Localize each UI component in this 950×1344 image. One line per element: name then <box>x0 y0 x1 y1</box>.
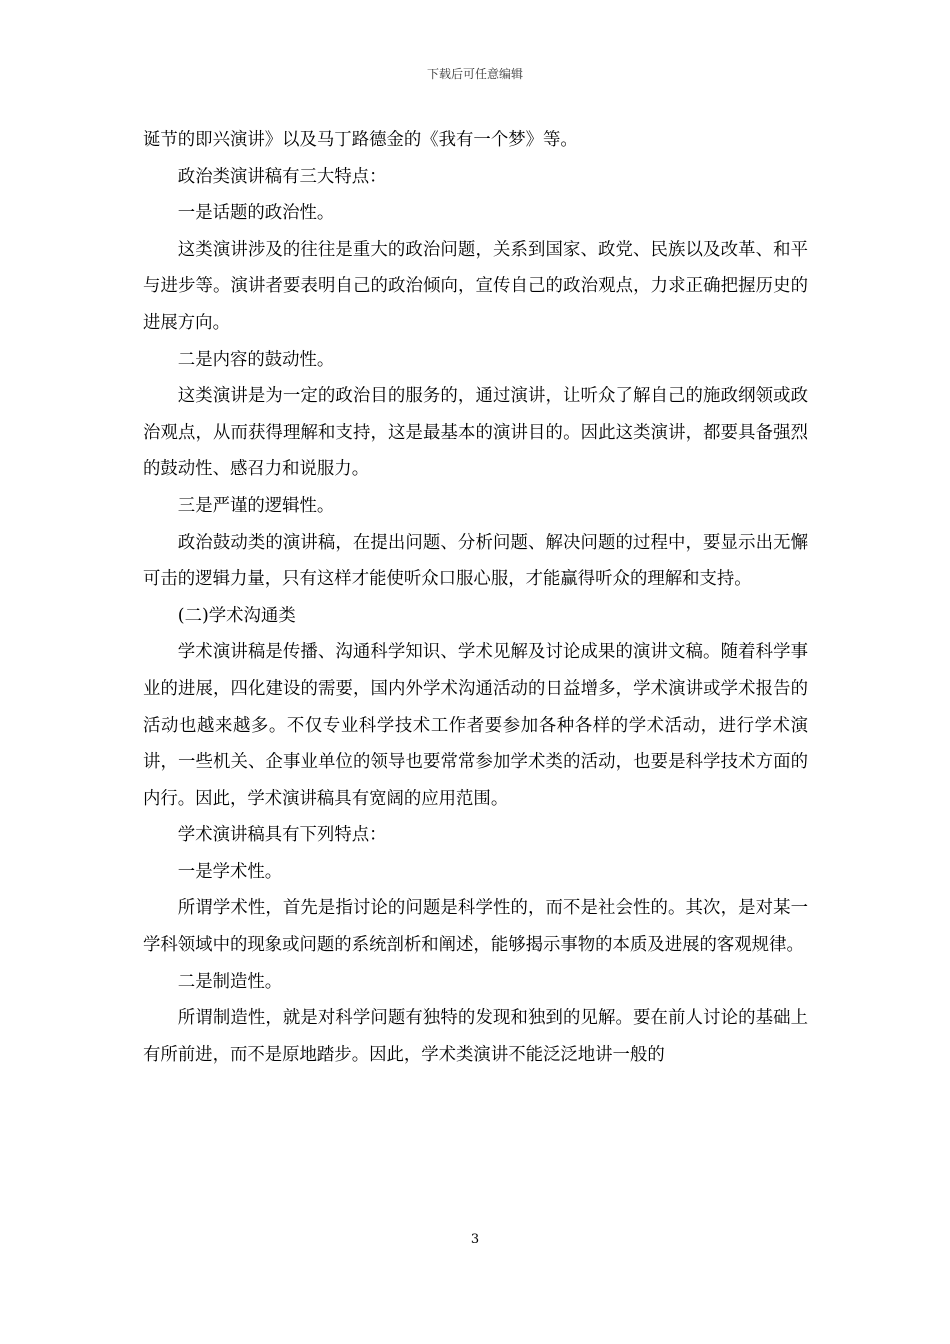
paragraph-point-two-body: 这类演讲是为一定的政治目的服务的，通过演讲，让听众了解自己的施政纲领或政治观点，从而获得理解和支持，这是最基本的演讲目的。因此这类演讲，都要具备强烈的鼓动性、感召力和说服力。 <box>143 386 808 480</box>
paragraph-academic-intro: 学术演讲稿是传播、沟通科学知识、学术见解及讨论成果的演讲文稿。随着科学事业的进展，四化建设的需要，国内外学术沟通活动的日益增多，学术演讲或学术报告的活动也越来越多。不仅专业科学技术工作者要参加各种各样的学术活动，进行学术演讲，一些机关、企事业单位的领导也要常常参加学术类的活动，也要是科学技术方面的内行。因此，学术演讲稿具有宽阔的应用范围。 <box>143 642 808 809</box>
page-header: 下载后可任意编辑 <box>426 67 523 81</box>
document-body <box>143 122 808 1073</box>
paragraph-point-one-body: 这类演讲涉及的往往是重大的政治问题，关系到国家、政党、民族以及改革、和平与进步等。演讲者要表明自己的政治倾向，宣传自己的政治观点，力求正确把握历史的进展方向。 <box>143 239 808 333</box>
paragraph-point-one-heading: 一是话题的政治性。 <box>177 203 335 224</box>
paragraph-academic-features-intro: 学术演讲稿具有下列特点： <box>177 825 387 846</box>
paragraph-political-features-intro: 政治类演讲稿有三大特点： <box>177 166 387 187</box>
paragraph-academic-point-one-heading: 一是学术性。 <box>177 861 283 882</box>
paragraph-academic-point-one-body: 所谓学术性，首先是指讨论的问题是科学性的，而不是社会性的。其次，是对某一学科领域中的现象或问题的系统剖析和阐述，能够揭示事物的本质及进展的客观规律。 <box>143 898 808 956</box>
paragraph-point-three-heading: 三是严谨的逻辑性。 <box>177 495 335 516</box>
paragraph-academic-point-two-body: 所谓制造性，就是对科学问题有独特的发现和独到的见解。要在前人讨论的基础上有所前进，而不是原地踏步。因此，学术类演讲不能泛泛地讲一般的 <box>143 1008 808 1065</box>
page-number: 3 <box>470 1232 480 1247</box>
section-heading-academic: (二)学术沟通类 <box>177 605 296 626</box>
paragraph-point-two-heading: 二是内容的鼓动性。 <box>177 349 335 370</box>
paragraph-continuation: 诞节的即兴演讲》以及马丁路德金的《我有一个梦》等。 <box>143 130 578 150</box>
paragraph-academic-point-two-heading: 二是制造性。 <box>177 971 283 992</box>
paragraph-point-three-body: 政治鼓动类的演讲稿，在提出问题、分析问题、解决问题的过程中，要显示出无懈可击的逻辑力量，只有这样才能使听众口服心服，才能赢得听众的理解和支持。 <box>143 532 808 590</box>
